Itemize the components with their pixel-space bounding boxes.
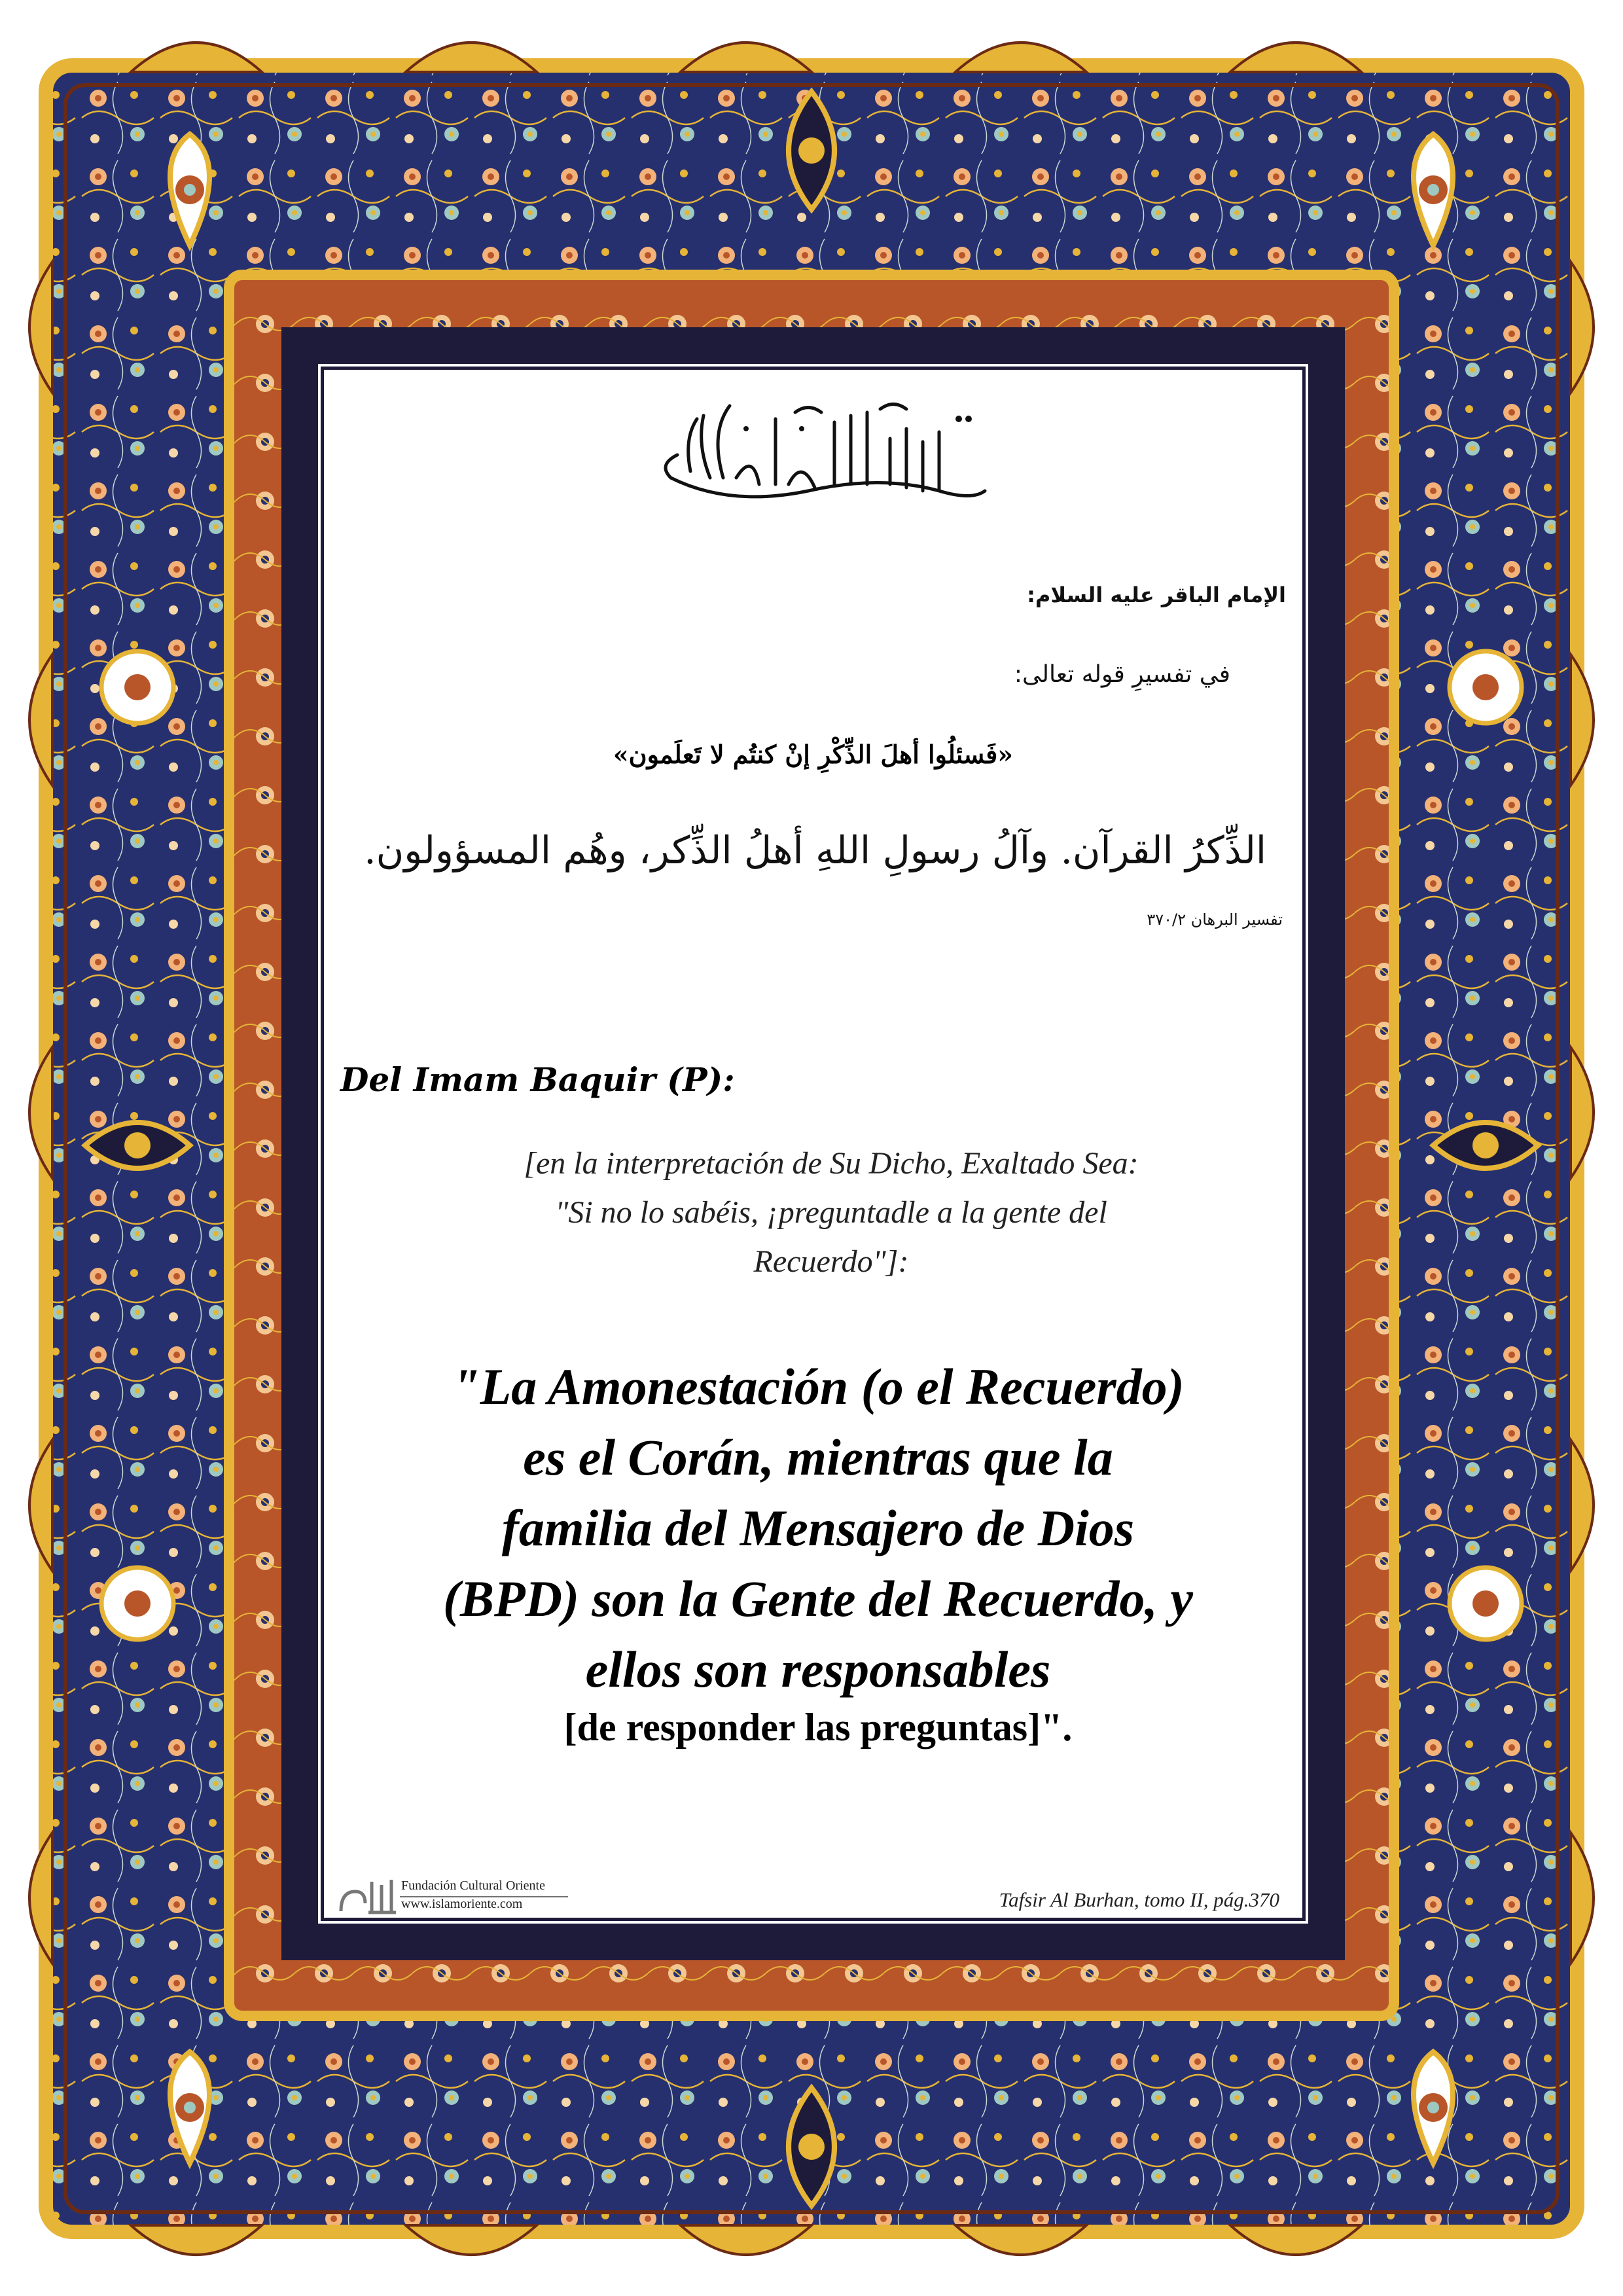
spanish-context	[357, 1139, 1306, 1286]
spanish-hadith-line: "La Amonestación (o el Recuerdo)	[452, 1358, 1185, 1415]
spanish-attribution: Del Imam Baquir (P):	[340, 1060, 735, 1099]
spanish-hadith-line: (BPD) son la Gente del Recuerdo, y	[442, 1570, 1193, 1627]
org-name: Fundación Cultural Oriente	[401, 1878, 545, 1893]
spanish-hadith-line: ellos son responsables	[585, 1641, 1051, 1698]
spanish-context-line: "Si no lo sabéis, ¡preguntadle a la gente del	[555, 1195, 1107, 1230]
org-url[interactable]: www.islamoriente.com	[401, 1897, 523, 1911]
spanish-source: Tafsir Al Burhan, tomo II, pág.370	[999, 1888, 1279, 1911]
spanish-hadith-line: es el Corán, mientras que la	[523, 1429, 1113, 1486]
spanish-context-line: [en la interpretación de Su Dicho, Exaltado Sea:	[524, 1146, 1139, 1181]
bismillah-calligraphy	[632, 393, 1001, 504]
content-panel	[321, 367, 1306, 1921]
spanish-context-line: Recuerdo"]:	[753, 1244, 909, 1279]
arabic-attribution: الإمام الباقر عليه السلام:	[1027, 583, 1286, 607]
arabic-verse: «فَسئلُوا أهلَ الذِّكْرِ إنْ كنتُم لا تَعلَمون»	[613, 740, 1014, 769]
spanish-hadith-tail: [de responder las preguntas]".	[563, 1706, 1073, 1749]
arabic-hadith: الذِّكرُ القرآن. وآلُ رسولِ اللهِ أهلُ الذِّكر، وهُم المسؤولون.	[364, 828, 1266, 872]
arabic-context: في تفسيرِ قوله تعالى:	[1014, 661, 1230, 688]
spanish-hadith-line: familia del Mensajero de Dios	[501, 1499, 1135, 1556]
spanish-hadith	[334, 1352, 1302, 1705]
arabic-source: تفسير البرهان ٣٧٠/٢	[1147, 910, 1283, 929]
